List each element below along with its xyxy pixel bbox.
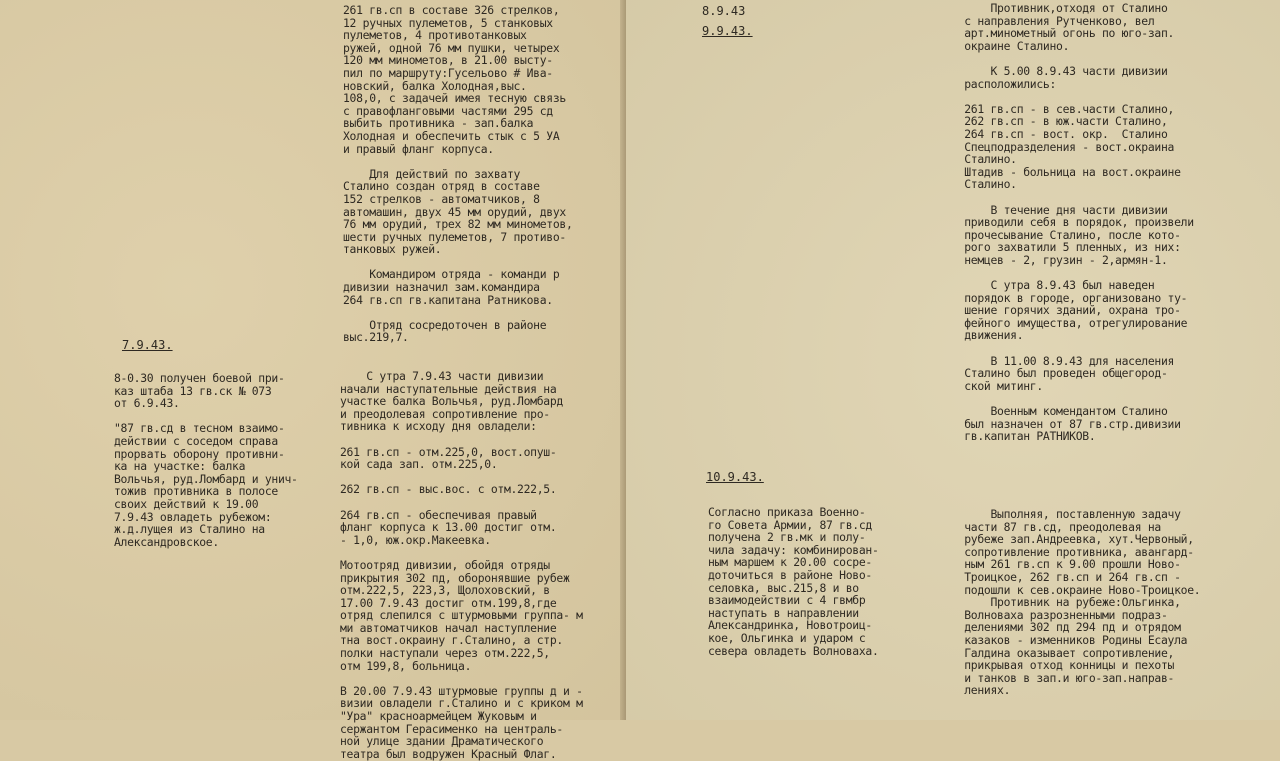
date-7-9-43: 7.9.43. (122, 338, 173, 352)
date-10-9-43: 10.9.43. (706, 470, 764, 484)
left-col2-bottom-text: С утра 7.9.43 части дивизии начали наступательные действия на участке балка Вольчья, руд.Ломбард и преодолевая сопротивление про- тивника к исходу дня овладели: 261 гв.сп - отм.225,0, вост.опуш- кой сада зап. отм.225,0. 262 гв.сп - выс.вос. с отм.222,5. 264 гв.сп - обеспечивая правый фланг корпуса к 13.00 достиг отм. - 1,0, юж.окр.Макеевка. Мотоотряд дивизии, обойдя отряды прикрытия 302 пд, оборонявшие рубеж отм.222,5, 223,3, Щолоховский, в 17.00 7.9.43 достиг отм.199,8,где отряд слепился с штурмовыми группа- м ми автоматчиков начал наступление тна вост.окраину г.Сталино, а стр. полки наступали через отм.222,5, отм 199,8, больница. В 20.00 7.9.43 штурмовые группы д и - визии овладели г.Сталино и с криком м "Ура" красноармейцем Жуковым и сержантом Герасименко на централь- ной улице здании Драматического театра был водружен Красный Флаг. (340, 369, 583, 761)
right-col-bottom-text: Выполняя, поставленную задачу части 87 гв.сд, преодолевая на рубеже зап.Андреевка, хут.Червоный, сопротивление противника, авангард- ным 261 гв.сп к 9.00 прошли Ново- Троицкое, 262 гв.сп и 264 гв.сп - подошли к сев.окраине Ново-Троицкое. Противник на рубеже:Ольгинка, Волноваха разрозненными подраз- делениями 302 пд 294 пд и отрядом казаков - изменников Родины Есаула Галдина оказывает сопротивление, прикрывая отход конницы и пехоты и танков в зап.и юго-зап.направ- лениях. (964, 507, 1201, 698)
date-8-9-43: 8.9.43 (702, 4, 746, 18)
right-page (626, 0, 1280, 720)
mid-col-bottom-text: Согласно приказа Военно- го Совета Армии, 87 гв.сд получена 2 гв.мк и полу- чила задачу: комбинирован- ным маршем к 20.00 сосре- доточиться в районе Ново- селовка, выс.215,8 и во взаимодействии с 4 гвмбр наступать в направлении Александринка, Новотроиц- кое, Ольгинка и ударом с севера овладеть Волновахa. (708, 505, 879, 658)
date-9-9-43: 9.9.43. (702, 24, 753, 38)
right-col-top-text: Противник,отходя от Сталино с направления Рутченково, вел арт.минометный огонь по юго-зап. окраине Сталино. К 5.00 8.9.43 части дивизии расположились: 261 гв.сп - в сев.части Сталино, 262 гв.сп - в юж.части Сталино, 264 гв.сп - вост. окр. Сталино Спецподразделения - вост.окраина Сталино. Штадив - больница на вост.окраине Сталино. В течение дня части дивизии приводили себя в порядок, произвели прочесывание Сталино, после кото- рого захватили 5 пленных, из них: немцев - 2, грузин - 2,армян-1. С утра 8.9.43 был наведен порядок в городе, организовано ту- шение горячих зданий, охрана тро- фейного имущества, отрегулирование движения. В 11.00 8.9.43 для населения Сталино был проведен общегород- ской митинг. Военным комендантом Сталино был назначен от 87 гв.стр.дивизии гв.капитан РАТНИКОВ. (964, 1, 1194, 444)
left-page (0, 0, 626, 761)
left-col1-text: 8-0.30 получен боевой при- каз штаба 13 гв.ск № 073 от 6.9.43. "87 гв.сд в тесном взаимо- действии с соседом справа прорвать оборону противни- ка на участке: балка Вольчья, руд.Ломбард и унич- тожив противника в полосе своих действий к 19.00 7.9.43 овладеть рубежом: ж.д.лущея из Сталино на Александровское. (114, 371, 298, 549)
left-col2-top-text: 261 гв.сп в составе 326 стрелков, 12 ручных пулеметов, 5 станковых пулеметов, 4 противотанковых ружей, одной 76 мм пушки, четырех 120 мм минометов, в 21.00 высту- пил по маршруту:Гусельово # Ива- новский, балка Холодная,выс. 108,0, с задачей имея тесную связь с правофланговыми частями 295 сд выбить противника - зап.балка Холодная и обеспечить стык с 5 УА и правый фланг корпуса. Для действий по захвату Сталино создан отряд в составе 152 стрелков - автоматчиков, 8 автомашин, двух 45 мм орудий, двух 76 мм орудий, трех 82 мм минометов, шести ручных пулеметов, 7 противо- танковых ружей. Командиром отряда - команди р дивизии назначил зам.командира 264 гв.сп гв.капитана Ратникова. Отряд сосредоточен в районе выс.219,7. (343, 3, 573, 345)
